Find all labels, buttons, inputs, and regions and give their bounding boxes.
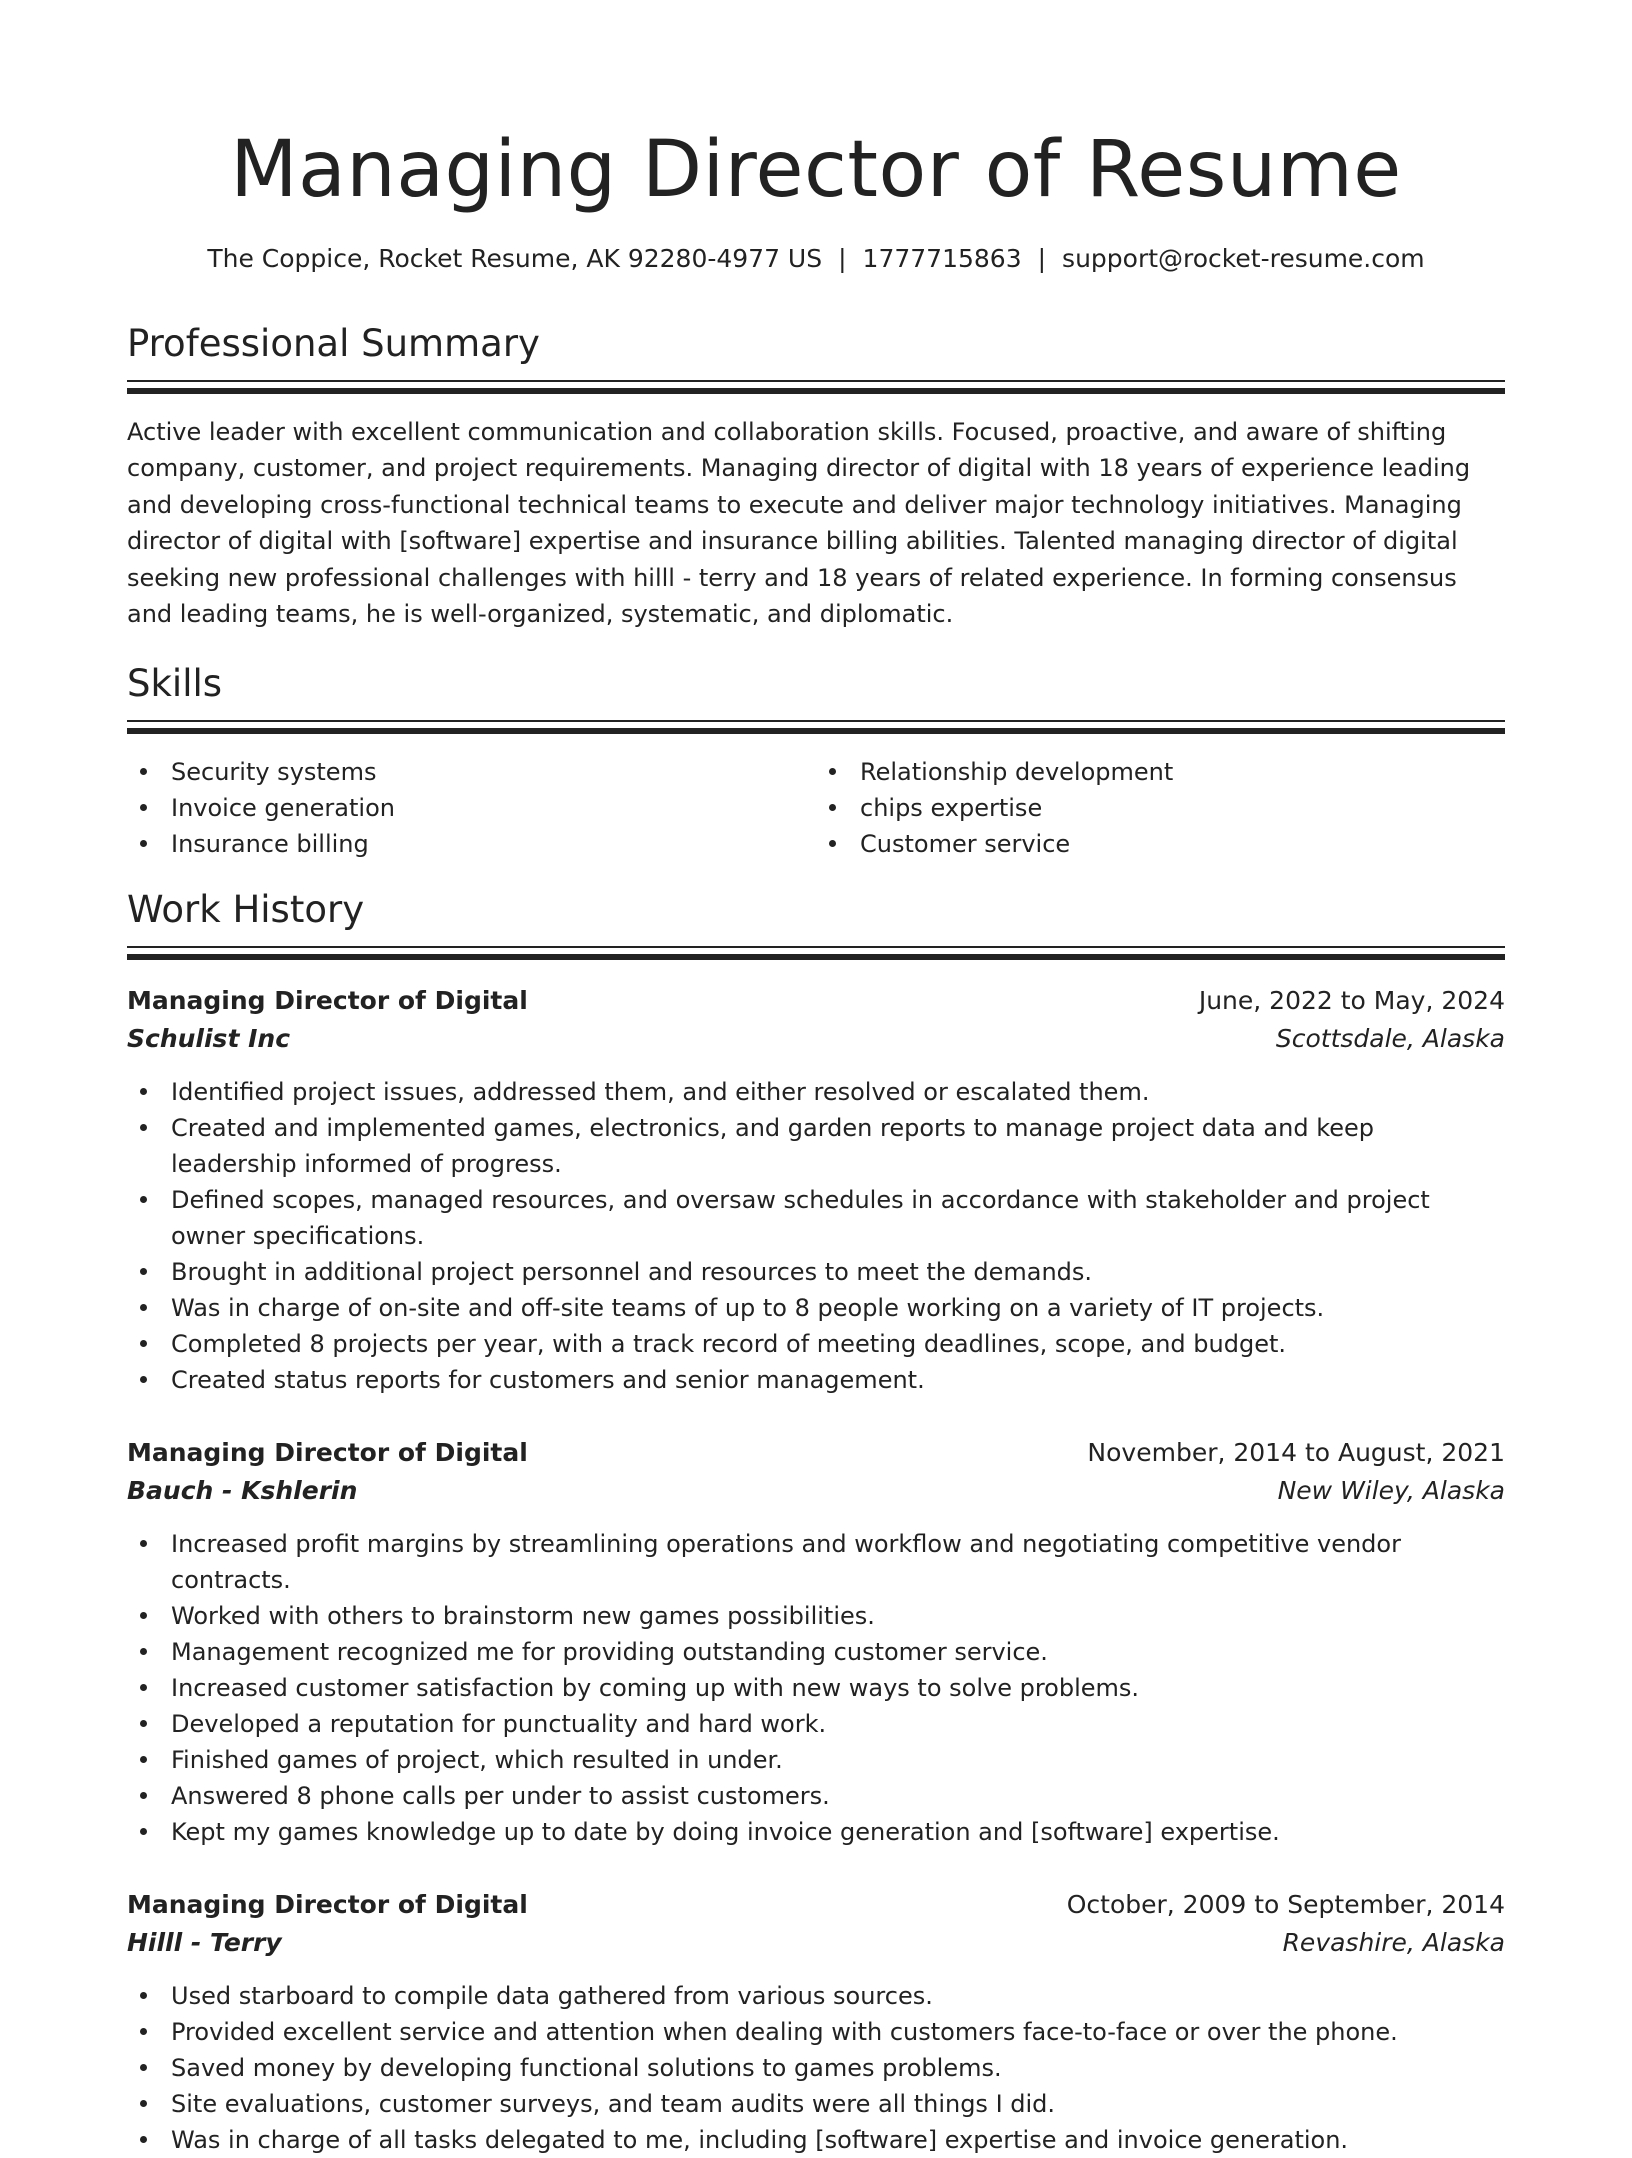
work-history-section	[127, 886, 1505, 2158]
job-entry	[127, 982, 1505, 1398]
job-bullet-text: Developed a reputation for punctuality and hard work.	[171, 1710, 827, 1739]
bullet-dot	[140, 1376, 147, 1383]
bullet-dot	[140, 1304, 147, 1311]
job-bullets	[127, 1978, 1505, 2158]
bullet-dot	[140, 1720, 147, 1727]
job-location: Revashire, Alaska	[1282, 1928, 1505, 1958]
job-company-row	[127, 1020, 1505, 1058]
skill-item	[171, 754, 816, 790]
job-bullet-text: Created and implemented games, electronics, and garden reports to manage project data and keep leadership informed of progress.	[171, 1114, 1375, 1179]
skill-label: Insurance billing	[171, 830, 369, 859]
job-location: New Wiley, Alaska	[1277, 1476, 1505, 1506]
job-bullet-text: Site evaluations, customer surveys, and team audits were all things I did.	[171, 2090, 1056, 2119]
job-company-row	[127, 1472, 1505, 1510]
job-bullet	[127, 2014, 1505, 2050]
contact-separator: |	[1037, 244, 1047, 273]
job-bullet-text: Completed 8 projects per year, with a track record of meeting deadlines, scope, and budget.	[171, 1330, 1287, 1359]
contact-phone: 1777715863	[862, 244, 1022, 273]
job-company: Hilll - Terry	[127, 1928, 282, 1958]
job-bullet	[127, 1110, 1505, 1182]
job-bullet	[127, 1814, 1505, 1850]
contact-address: The Coppice, Rocket Resume, AK 92280-4977 US	[207, 244, 823, 273]
contact-line	[127, 242, 1505, 276]
bullet-dot	[829, 768, 836, 775]
skill-label: Relationship development	[860, 758, 1174, 787]
bullet-dot	[140, 2028, 147, 2035]
job-title: Managing Director of Digital	[127, 1890, 528, 1920]
bullet-dot	[140, 1196, 147, 1203]
job-bullet	[127, 1978, 1505, 2014]
bullet-dot	[829, 840, 836, 847]
job-bullet	[127, 1706, 1505, 1742]
bullet-dot	[140, 1648, 147, 1655]
skills-section	[127, 660, 1505, 862]
bullet-dot	[140, 1540, 147, 1547]
job-bullet-text: Was in charge of on-site and off-site teams of up to 8 people working on a variety of IT projects.	[171, 1294, 1325, 1323]
job-bullet-text: Answered 8 phone calls per under to assist customers.	[171, 1782, 830, 1811]
job-bullet-text: Created status reports for customers and senior management.	[171, 1366, 925, 1395]
job-bullet-text: Management recognized me for providing outstanding customer service.	[171, 1638, 1048, 1667]
skill-item	[860, 790, 1505, 826]
job-bullet-text: Increased profit margins by streamlining operations and workflow and negotiating competitive vendor contracts.	[171, 1530, 1401, 1595]
skills-column-left	[127, 754, 816, 862]
bullet-dot	[140, 1340, 147, 1347]
job-bullet	[127, 1670, 1505, 1706]
job-bullet-text: Finished games of project, which resulted in under.	[171, 1746, 783, 1775]
contact-email: support@rocket-resume.com	[1062, 244, 1425, 273]
job-bullet	[127, 2086, 1505, 2122]
section-divider	[127, 720, 1505, 736]
job-header-row	[127, 1886, 1505, 1924]
bullet-dot	[140, 1756, 147, 1763]
job-bullet	[127, 2122, 1505, 2158]
job-title: Managing Director of Digital	[127, 1438, 528, 1468]
skill-label: chips expertise	[860, 794, 1043, 823]
job-bullet	[127, 1598, 1505, 1634]
job-bullet-text: Worked with others to brainstorm new games possibilities.	[171, 1602, 875, 1631]
job-bullet-text: Provided excellent service and attention when dealing with customers face-to-face or over the phone.	[171, 2018, 1398, 2047]
section-title: Professional Summary	[127, 322, 540, 365]
job-bullet	[127, 1254, 1505, 1290]
job-bullet-text: Increased customer satisfaction by coming up with new ways to solve problems.	[171, 1674, 1140, 1703]
job-bullets	[127, 1526, 1505, 1850]
bullet-dot	[140, 1612, 147, 1619]
section-title: Skills	[127, 662, 223, 706]
skills-column-right	[816, 754, 1505, 862]
skill-label: Security systems	[171, 758, 377, 787]
job-bullet	[127, 1634, 1505, 1670]
job-bullet	[127, 1742, 1505, 1778]
summary-text: Active leader with excellent communication and collaboration skills. Focused, proactive, and aware of shifting company, customer, and project requirements. Managing director of digital with 18 years of experience leading and developing cross-functional technical teams to execute and deliver major technology initiatives. Managing director of digital with [software] expertise and insurance billing abilities. Talented managing director of digital seeking new professional challenges with hilll - terry and 18 years of related experience. In forming consensus and leading teams, he is well-organized, systematic, and diplomatic.	[127, 418, 1471, 629]
bullet-dot	[140, 1088, 147, 1095]
section-title: Work History	[127, 888, 365, 932]
job-bullet	[127, 1182, 1505, 1254]
job-company-row	[127, 1924, 1505, 1962]
job-dates: October, 2009 to September, 2014	[1066, 1890, 1505, 1920]
job-bullet-text: Used starboard to compile data gathered from various sources.	[171, 1982, 933, 2011]
bullet-dot	[140, 840, 147, 847]
bullet-dot	[140, 2136, 147, 2143]
job-entry	[127, 1886, 1505, 2158]
job-bullet-text: Was in charge of all tasks delegated to me, including [software] expertise and invoice generation.	[171, 2126, 1349, 2155]
bullet-dot	[140, 1992, 147, 1999]
skill-label: Customer service	[860, 830, 1071, 859]
bullet-dot	[140, 768, 147, 775]
job-dates: November, 2014 to August, 2021	[1087, 1438, 1505, 1468]
contact-separator: |	[838, 244, 847, 273]
job-bullet	[127, 2050, 1505, 2086]
bullet-dot	[140, 804, 147, 811]
job-bullets	[127, 1074, 1505, 1398]
job-header-row	[127, 1434, 1505, 1472]
section-divider	[127, 380, 1505, 396]
resume-name: Managing Director of Resume	[230, 125, 1402, 215]
job-bullet-text: Defined scopes, managed resources, and oversaw schedules in accordance with stakeholder and project owner specifications.	[171, 1186, 1430, 1251]
job-title: Managing Director of Digital	[127, 986, 528, 1016]
job-bullet	[127, 1526, 1505, 1598]
skill-item	[171, 826, 816, 862]
job-dates: June, 2022 to May, 2024	[1198, 986, 1505, 1016]
job-entry	[127, 1434, 1505, 1850]
job-company: Schulist Inc	[127, 1024, 291, 1054]
bullet-dot	[140, 1828, 147, 1835]
job-bullet-text: Kept my games knowledge up to date by doing invoice generation and [software] expertise.	[171, 1818, 1280, 1847]
job-bullet	[127, 1778, 1505, 1814]
bullet-dot	[140, 1684, 147, 1691]
job-bullet	[127, 1074, 1505, 1110]
bullet-dot	[140, 2064, 147, 2071]
job-company: Bauch - Kshlerin	[127, 1476, 358, 1506]
skill-item	[171, 790, 816, 826]
section-divider	[127, 946, 1505, 962]
job-bullet-text: Brought in additional project personnel and resources to meet the demands.	[171, 1258, 1093, 1287]
bullet-dot	[829, 804, 836, 811]
job-location: Scottsdale, Alaska	[1275, 1024, 1505, 1054]
bullet-dot	[140, 1268, 147, 1275]
skill-item	[860, 826, 1505, 862]
job-bullet	[127, 1362, 1505, 1398]
job-bullet	[127, 1326, 1505, 1362]
job-bullet-text: Saved money by developing functional solutions to games problems.	[171, 2054, 1002, 2083]
skill-label: Invoice generation	[171, 794, 395, 823]
job-header-row	[127, 982, 1505, 1020]
bullet-dot	[140, 1124, 147, 1131]
skill-item	[860, 754, 1505, 790]
bullet-dot	[140, 2100, 147, 2107]
bullet-dot	[140, 1792, 147, 1799]
professional-summary-section	[127, 320, 1505, 632]
job-bullet-text: Identified project issues, addressed them, and either resolved or escalated them.	[171, 1078, 1150, 1107]
skills-grid	[127, 754, 1505, 862]
job-bullet	[127, 1290, 1505, 1326]
